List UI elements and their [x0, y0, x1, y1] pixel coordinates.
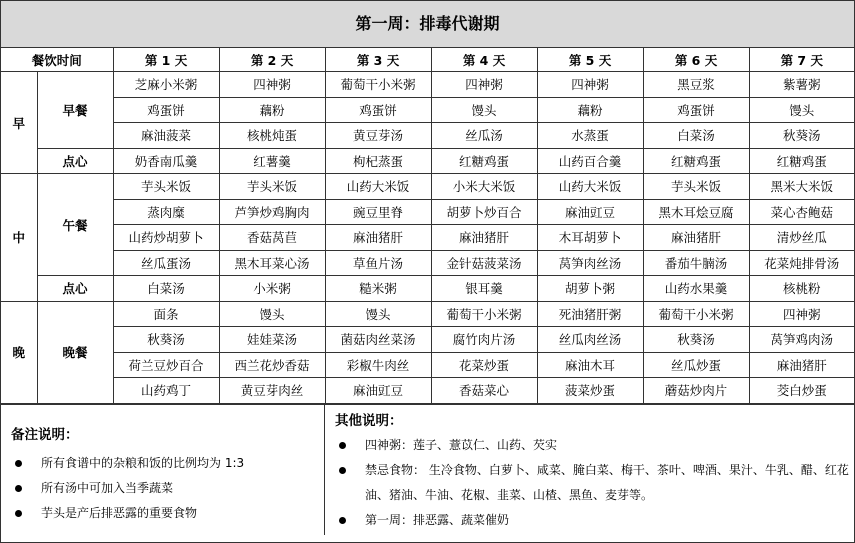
- dish-cell: 红糖鸡蛋: [431, 148, 537, 174]
- meal-plan-table: [1, 48, 854, 404]
- meal-lunch: 午餐: [37, 174, 113, 276]
- day-header: 第 2 天: [219, 48, 325, 72]
- dish-cell: 白菜汤: [643, 123, 749, 149]
- dish-cell: 黄豆芽汤: [325, 123, 431, 149]
- dish-cell: 番茄牛腩汤: [643, 250, 749, 276]
- dish-cell: 四神粥: [431, 72, 537, 98]
- dish-cell: 彩椒牛肉丝: [325, 352, 431, 378]
- other-notes-panel: [325, 405, 854, 535]
- table-body: [1, 48, 854, 403]
- dish-cell: 花菜炒蛋: [431, 352, 537, 378]
- dish-cell: 红糖鸡蛋: [749, 148, 854, 174]
- dish-cell: 水蒸蛋: [537, 123, 643, 149]
- table-row: [1, 378, 854, 404]
- dish-cell: 山药大米饭: [325, 174, 431, 200]
- dish-cell: 丝瓜汤: [431, 123, 537, 149]
- dish-cell: 鸡蛋饼: [325, 97, 431, 123]
- dish-cell: 面条: [113, 301, 219, 327]
- dish-cell: 金针菇菠菜汤: [431, 250, 537, 276]
- dish-cell: 丝瓜蛋汤: [113, 250, 219, 276]
- dish-cell: 奶香南瓜羹: [113, 148, 219, 174]
- dish-cell: 菌菇肉丝菜汤: [325, 327, 431, 353]
- day-header: 第 3 天: [325, 48, 431, 72]
- period-morning: 早: [1, 72, 37, 174]
- dish-cell: 菠菜炒蛋: [537, 378, 643, 404]
- meal-snack: 点心: [37, 276, 113, 302]
- dish-cell: 葡萄干小米粥: [431, 301, 537, 327]
- dish-cell: 豌豆里脊: [325, 199, 431, 225]
- dish-cell: 红糖鸡蛋: [643, 148, 749, 174]
- notes-section: [1, 404, 854, 535]
- dish-cell: 黑木耳烩豆腐: [643, 199, 749, 225]
- dish-cell: 秋葵汤: [749, 123, 854, 149]
- bullet-icon: [339, 517, 346, 524]
- dish-cell: 芝麻小米粥: [113, 72, 219, 98]
- dish-cell: 山药炒胡萝卜: [113, 225, 219, 251]
- dish-cell: 死油猪肝粥: [537, 301, 643, 327]
- dish-cell: 麻油豇豆: [325, 378, 431, 404]
- remarks-panel: [1, 405, 325, 535]
- dish-cell: 麻油豇豆: [537, 199, 643, 225]
- dish-cell: 麻油猪肝: [749, 352, 854, 378]
- day-header: 第 7 天: [749, 48, 854, 72]
- day-header: 第 5 天: [537, 48, 643, 72]
- dish-cell: 红薯羹: [219, 148, 325, 174]
- dish-cell: 茭白炒蛋: [749, 378, 854, 404]
- other-note-item: 第一周：排恶露、蔬菜催奶: [335, 508, 854, 533]
- dish-cell: 菜心杏鲍菇: [749, 199, 854, 225]
- dish-cell: 葡萄干小米粥: [325, 72, 431, 98]
- day-header: 第 1 天: [113, 48, 219, 72]
- dish-cell: 紫薯粥: [749, 72, 854, 98]
- dish-cell: 葡萄干小米粥: [643, 301, 749, 327]
- dish-cell: 香菇莴苣: [219, 225, 325, 251]
- dish-cell: 荷兰豆炒百合: [113, 352, 219, 378]
- dish-cell: 黑木耳菜心汤: [219, 250, 325, 276]
- table-row: [1, 97, 854, 123]
- dish-cell: 香菇菜心: [431, 378, 537, 404]
- dish-cell: 草鱼片汤: [325, 250, 431, 276]
- dish-cell: 麻油猪肝: [431, 225, 537, 251]
- dish-cell: 小米粥: [219, 276, 325, 302]
- other-notes-title: 其他说明：: [335, 412, 403, 429]
- dish-cell: 小米大米饭: [431, 174, 537, 200]
- dish-cell: 四神粥: [219, 72, 325, 98]
- dish-cell: 芋头米饭: [643, 174, 749, 200]
- other-notes-list: [335, 433, 854, 533]
- remarks-title: 备注说明：: [11, 426, 79, 443]
- dish-cell: 馒头: [431, 97, 537, 123]
- dish-cell: 鸡蛋饼: [113, 97, 219, 123]
- dish-cell: 芦笋炒鸡胸肉: [219, 199, 325, 225]
- dish-cell: 黑米大米饭: [749, 174, 854, 200]
- dish-cell: 鸡蛋饼: [643, 97, 749, 123]
- dish-cell: 木耳胡萝卜: [537, 225, 643, 251]
- meal-dinner: 晚餐: [37, 301, 113, 403]
- time-header: 餐饮时间: [1, 48, 113, 72]
- dish-cell: 藕粉: [537, 97, 643, 123]
- table-row: [1, 72, 854, 98]
- dish-cell: 胡萝卜粥: [537, 276, 643, 302]
- snack-row: [1, 276, 854, 302]
- snack-row: [1, 148, 854, 174]
- dish-cell: 白菜汤: [113, 276, 219, 302]
- table-row: [1, 174, 854, 200]
- dish-cell: 秋葵汤: [113, 327, 219, 353]
- remark-item: 所有食谱中的杂粮和饭的比例均为 1:3: [11, 451, 324, 476]
- dish-cell: 莴笋鸡肉汤: [749, 327, 854, 353]
- table-row: [1, 327, 854, 353]
- dish-cell: 核桃炖蛋: [219, 123, 325, 149]
- day-header: 第 6 天: [643, 48, 749, 72]
- remark-item: 所有汤中可加入当季蔬菜: [11, 476, 324, 501]
- table-row: [1, 199, 854, 225]
- dish-cell: 蒸肉糜: [113, 199, 219, 225]
- dish-cell: 馒头: [325, 301, 431, 327]
- dish-cell: 芋头米饭: [113, 174, 219, 200]
- dish-cell: 腐竹肉片汤: [431, 327, 537, 353]
- page-title: 第一周：排毒代谢期: [1, 1, 854, 48]
- bullet-icon: [339, 467, 346, 474]
- day-header: 第 4 天: [431, 48, 537, 72]
- dish-cell: 芋头米饭: [219, 174, 325, 200]
- dish-cell: 糙米粥: [325, 276, 431, 302]
- dish-cell: 山药百合羹: [537, 148, 643, 174]
- dish-cell: 蘑菇炒肉片: [643, 378, 749, 404]
- dish-cell: 藕粉: [219, 97, 325, 123]
- dish-cell: 花菜炖排骨汤: [749, 250, 854, 276]
- period-evening: 晚: [1, 301, 37, 403]
- dish-cell: 山药水果羹: [643, 276, 749, 302]
- dish-cell: 秋葵汤: [643, 327, 749, 353]
- table-row: [1, 301, 854, 327]
- dish-cell: 西兰花炒香菇: [219, 352, 325, 378]
- dish-cell: 山药大米饭: [537, 174, 643, 200]
- dish-cell: 麻油菠菜: [113, 123, 219, 149]
- dish-cell: 馒头: [749, 97, 854, 123]
- remark-item: 芋头是产后排恶露的重要食物: [11, 501, 324, 526]
- bullet-icon: [15, 510, 22, 517]
- bullet-icon: [15, 460, 22, 467]
- dish-cell: 核桃粉: [749, 276, 854, 302]
- meal-breakfast: 早餐: [37, 72, 113, 149]
- table-row: [1, 250, 854, 276]
- dish-cell: 丝瓜肉丝汤: [537, 327, 643, 353]
- dish-cell: 麻油猪肝: [643, 225, 749, 251]
- dish-cell: 银耳羹: [431, 276, 537, 302]
- dish-cell: 莴笋肉丝汤: [537, 250, 643, 276]
- dish-cell: 山药鸡丁: [113, 378, 219, 404]
- dish-cell: 馒头: [219, 301, 325, 327]
- dish-cell: 麻油猪肝: [325, 225, 431, 251]
- bullet-icon: [15, 485, 22, 492]
- remarks-list: [11, 451, 324, 526]
- meal-snack: 点心: [37, 148, 113, 174]
- bullet-icon: [339, 442, 346, 449]
- dish-cell: 清炒丝瓜: [749, 225, 854, 251]
- dish-cell: 胡萝卜炒百合: [431, 199, 537, 225]
- dish-cell: 四神粥: [537, 72, 643, 98]
- table-row: [1, 123, 854, 149]
- period-noon: 中: [1, 174, 37, 302]
- dish-cell: 黑豆浆: [643, 72, 749, 98]
- dish-cell: 枸杞蒸蛋: [325, 148, 431, 174]
- dish-cell: 丝瓜炒蛋: [643, 352, 749, 378]
- dish-cell: 麻油木耳: [537, 352, 643, 378]
- other-note-item: 四神粥：莲子、薏苡仁、山药、芡实: [335, 433, 854, 458]
- other-note-item: 禁忌食物： 生冷食物、白萝卜、咸菜、腌白菜、梅干、茶叶、啤酒、果汁、牛乳、醋、红花油、猪油、牛油、花椒、韭菜、山楂、黑鱼、麦芽等。: [335, 458, 854, 508]
- table-row: [1, 225, 854, 251]
- dish-cell: 娃娃菜汤: [219, 327, 325, 353]
- header-row: [1, 48, 854, 72]
- table-row: [1, 352, 854, 378]
- dish-cell: 黄豆芽肉丝: [219, 378, 325, 404]
- dish-cell: 四神粥: [749, 301, 854, 327]
